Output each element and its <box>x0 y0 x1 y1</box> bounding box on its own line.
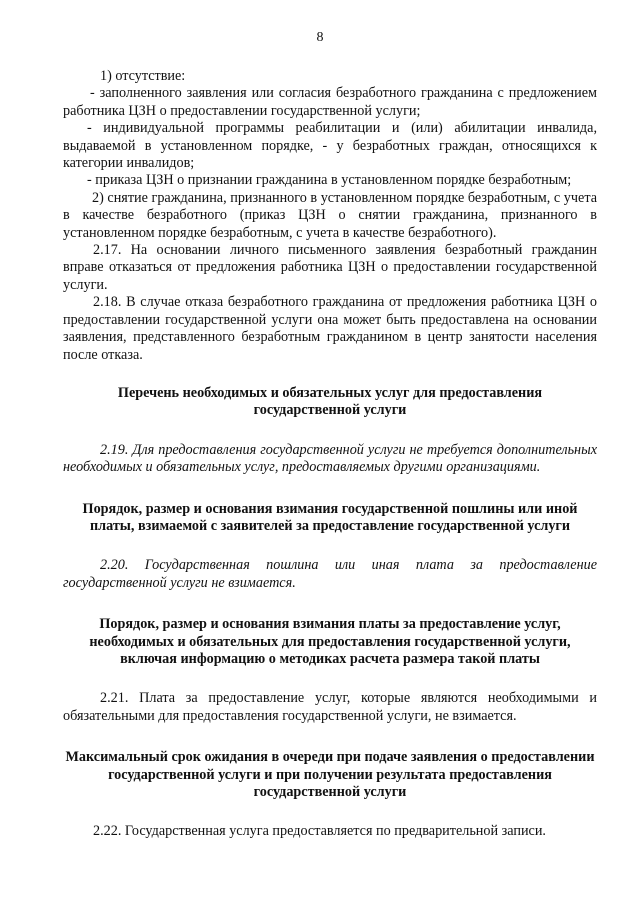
paragraph-2-17: 2.17. На основании личного письменного заявления безработный гражданин вправе отказаться от предложения работника ЦЗН о предоставлении государственной услуги. <box>63 242 597 293</box>
page-number: 8 <box>316 30 324 45</box>
heading-required-services: Перечень необходимых и обязательных услуг для предоставления государственной услуги <box>117 384 543 419</box>
heading-state-fee: Порядок, размер и основания взимания государственной пошлины или иной платы, взимаемой с заявителей за предоставление государственной услуги <box>82 500 578 534</box>
heading-service-fee: Порядок, размер и основания взимания платы за предоставление услуг, необходимых и обязательных для предоставления государственной услуги, включая информацию о методиках расчета размера такой платы <box>89 616 571 667</box>
paragraph-2-18: 2.18. В случае отказа безработного гражданина от предложения работника ЦЗН о предоставлении государственной услуги она может быть предоставлена на основании заявления, представленного безработным гражданином в центр занятости населения после отказа. <box>63 294 597 363</box>
paragraph-application: - заполненного заявления или согласия безработного гражданина с предложением работника ЦЗН о предоставлении государственной услуги; <box>63 85 597 119</box>
paragraph-2-21: 2.21. Плата за предоставление услуг, которые являются необходимыми и обязательными для предоставления государственной услуги, не взимается. <box>63 690 597 724</box>
paragraph-2-19: 2.19. Для предоставления государственной услуги не требуется дополнительных необходимых и обязательных услуг, предоставляемых другими организациями. <box>63 441 597 476</box>
paragraph-rehab-program: - индивидуальной программы реабилитации и (или) абилитации инвалида, выдаваемой в установленном порядке, - у безработных граждан, относящихся к категории инвалидов; <box>63 120 597 172</box>
paragraph-absence: 1) отсутствие: <box>100 68 186 84</box>
paragraph-order: - приказа ЦЗН о признании гражданина в установленном порядке безработным; <box>87 172 572 189</box>
paragraph-2-22: 2.22. Государственная услуга предоставляется по предварительной записи. <box>93 823 546 840</box>
document-body <box>63 68 597 841</box>
heading-waiting-time: Максимальный срок ожидания в очереди при подаче заявления о предоставлении государственной услуги и при получении результата предоставления государственной услуги <box>65 749 595 800</box>
paragraph-2-20: 2.20. Государственная пошлина или иная плата за предоставление государственной услуги не взимается. <box>63 557 597 591</box>
paragraph-deregistration: 2) снятие гражданина, признанного в установленном порядке безработным, с учета в качестве безработного (приказ ЦЗН о снятии гражданина, признанного в установленном порядке безработным, с учета в качестве безработного). <box>63 189 597 241</box>
